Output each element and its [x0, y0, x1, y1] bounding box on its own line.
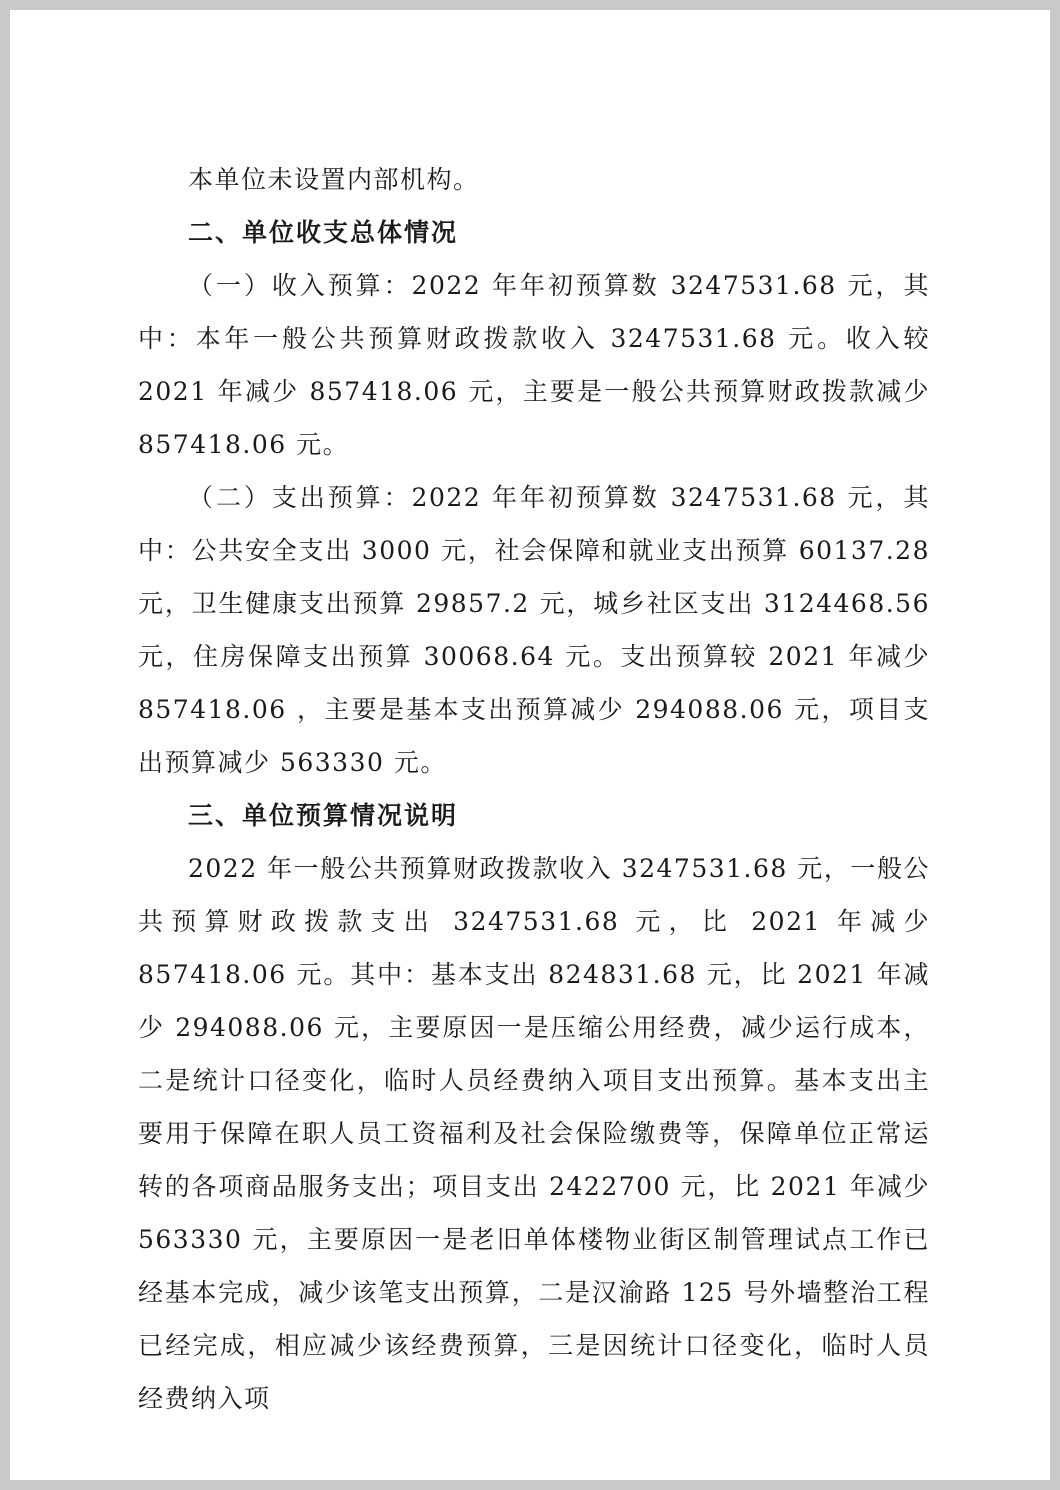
heading-section-3: 三、单位预算情况说明 — [188, 801, 459, 830]
document-page — [10, 10, 1050, 1480]
paragraph-org: 本单位未设置内部机构。 — [188, 165, 480, 194]
paragraph-budget-explanation: 2022 年一般公共预算财政拨款收入 3247531.68 元，一般公共预算财政拨款支出 3247531.68 元，比 2021 年减少 857418.06 元。其中：基本支出 824831.68 元，比 2021 年减少 294088.06 元，主要原因一是压缩公用经费，减少运行成本，二是统计口径变化，临时人员经费纳入项目支出预算。基本支出主要用于保障在职人员工资福利及社会保险缴费等，保障单位正常运转的各项商品服务支出；项目支出 2422700 元，比 2021 年减少 563330 元，主要原因一是老旧单体楼物业街区制管理试点工作已经基本完成，减少该笔支出预算，二是汉渝路 125 号外墙整治工程已经完成，相应减少该经费预算，三是因统计口径变化，临时人员经费纳入项 — [138, 854, 930, 1413]
paragraph-income-budget: （一）收入预算：2022 年年初预算数 3247531.68 元，其中：本年一般公共预算财政拨款收入 3247531.68 元。收入较 2021 年减少 857418.06 元，主要是一般公共预算财政拨款减少 857418.06 元。 — [138, 271, 930, 459]
document-body — [138, 153, 930, 1425]
paragraph-expense-budget: （二）支出预算：2022 年年初预算数 3247531.68 元，其中：公共安全支出 3000 元，社会保障和就业支出预算 60137.28 元，卫生健康支出预算 29857.2 元，城乡社区支出 3124468.56 元，住房保障支出预算 30068.64 元。支出预算较 2021 年减少 857418.06 ，主要是基本支出预算减少 294088.06 元，项目支出预算减少 563330 元。 — [138, 483, 930, 777]
heading-section-2: 二、单位收支总体情况 — [188, 218, 459, 247]
